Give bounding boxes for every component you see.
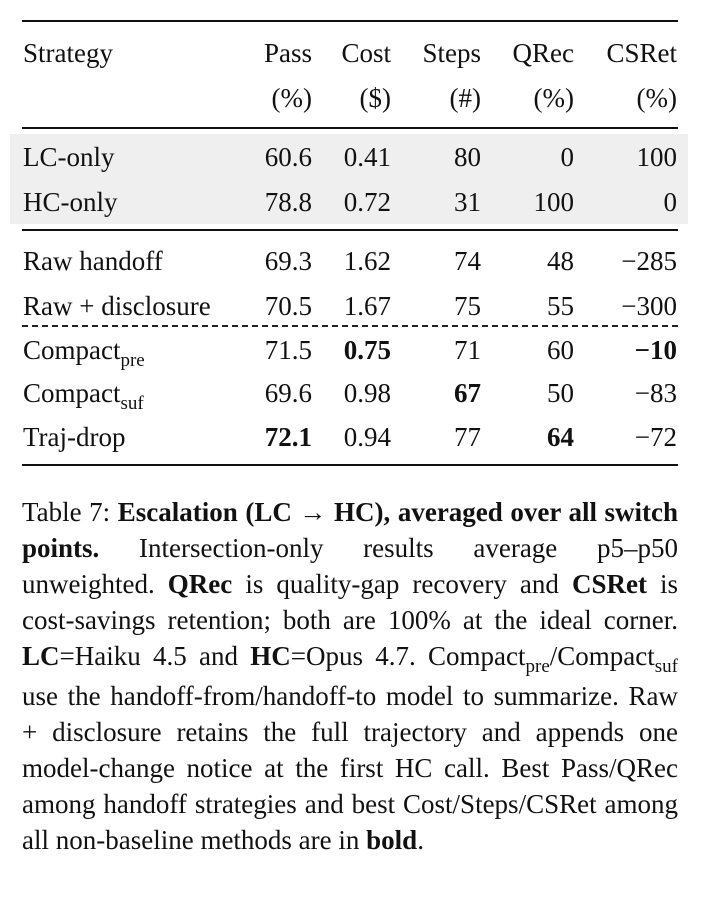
- caption-sentence-3: use the handoff-from/handoff-to model to summarize. Raw + disclosure retains the full trajectory and appends one model-change notice at the first HC call. Best Pass/QRec among handoff strategies and best Cost/Steps/CSRet among all non-baseline methods are in: [22, 681, 678, 855]
- qrec-definition: is quality-gap recovery and: [245, 569, 559, 599]
- table-cell: 48: [547, 246, 574, 276]
- hc-term: HC: [250, 641, 291, 671]
- table-cell: 69.3: [264, 246, 312, 276]
- caption-period: .: [417, 825, 424, 855]
- table-cell: −10: [634, 335, 677, 365]
- table-cell: 0.75: [343, 335, 391, 365]
- table-cell: 100: [533, 187, 574, 217]
- row-strategy-name: [23, 140, 115, 174]
- header-col-3-unit: (#): [449, 83, 481, 113]
- table-cell: 64: [547, 422, 574, 452]
- table-cell: 71.5: [264, 335, 312, 365]
- table-cell: 77: [454, 422, 481, 452]
- caption-label: Table 7:: [22, 497, 111, 527]
- header-col-2-unit: ($): [359, 83, 391, 113]
- table-cell: 55: [547, 291, 574, 321]
- header-col-5-unit: (%): [636, 83, 677, 113]
- table-cell: −72: [634, 422, 677, 452]
- row-strategy-name: [23, 185, 118, 219]
- bold-word: bold: [366, 825, 418, 855]
- header-rule: [22, 127, 678, 129]
- table-cell: 78.8: [264, 187, 312, 217]
- table-cell: 72.1: [264, 422, 312, 452]
- table-bottom-rule: [22, 464, 678, 466]
- row-strategy-name: [23, 289, 211, 323]
- table-cell: 0: [560, 142, 574, 172]
- compact-suf-subscript: suf: [654, 656, 679, 677]
- table-cell: 80: [454, 142, 481, 172]
- table-cell: 1.67: [343, 291, 391, 321]
- table-cell: 70.5: [264, 291, 312, 321]
- table-cell: 60.6: [264, 142, 312, 172]
- header-col-1-line1: Pass: [263, 38, 312, 68]
- header-col-4-line1: QRec: [512, 38, 574, 68]
- table-top-rule: [22, 20, 678, 22]
- qrec-term: QRec: [167, 569, 233, 599]
- strategy-label: Raw + disclosure: [23, 291, 211, 321]
- strategy-label: LC-only: [23, 142, 115, 172]
- dashed-separator: [22, 325, 678, 327]
- table-cell: 31: [454, 187, 481, 217]
- strategy-label: Raw handoff: [23, 246, 163, 276]
- table-cell: 69.6: [264, 378, 312, 408]
- table-cell: −83: [634, 378, 677, 408]
- strategy-label: Compact: [23, 378, 121, 408]
- row-strategy-name: [23, 244, 163, 278]
- csret-term: CSRet: [571, 569, 647, 599]
- table-cell: 0.94: [343, 422, 391, 452]
- header-col-1-unit: (%): [271, 83, 312, 113]
- csret-definition: is cost-savings retention; both are 100% at the ideal corner.: [22, 569, 679, 635]
- row-strategy-name: [23, 420, 126, 454]
- table-cell: 75: [454, 291, 481, 321]
- caption-title: Escalation (LC → HC), averaged over all switch points.: [22, 497, 679, 563]
- caption-sentence-1: Intersection-only results average p5–p50 unweighted.: [22, 533, 679, 599]
- compact-suf-word: Compact: [557, 641, 655, 671]
- lc-definition: =Haiku 4.5 and: [59, 641, 238, 671]
- table-cell: 50: [547, 378, 574, 408]
- caption-slash: /: [549, 641, 558, 671]
- table-cell: 0.98: [343, 378, 391, 408]
- strategy-label: HC-only: [23, 187, 118, 217]
- header-col-4-unit: (%): [533, 83, 574, 113]
- table-cell: 74: [454, 246, 481, 276]
- table-cell: 100: [636, 142, 677, 172]
- row-strategy-name: [23, 376, 144, 414]
- strategy-subscript: pre: [120, 350, 145, 371]
- compact-pre-subscript: pre: [525, 656, 550, 677]
- table-caption: [22, 494, 678, 858]
- header-col-5-line1: CSRet: [606, 38, 677, 68]
- table-cell: 1.62: [343, 246, 391, 276]
- table-cell: 67: [454, 378, 481, 408]
- baseline-rule: [22, 229, 678, 231]
- lc-term: LC: [22, 641, 60, 671]
- header-col-2-line1: Cost: [341, 38, 391, 68]
- row-strategy-name: [23, 333, 145, 371]
- table-cell: 60: [547, 335, 574, 365]
- hc-definition: =Opus 4.7.: [290, 641, 416, 671]
- table-cell: −285: [621, 246, 677, 276]
- table-cell: 0.72: [343, 187, 391, 217]
- strategy-subscript: suf: [120, 393, 144, 414]
- table-cell: 0.41: [343, 142, 391, 172]
- strategy-label: Compact: [23, 335, 121, 365]
- header-col-3-line1: Steps: [422, 38, 481, 68]
- table-cell: 71: [454, 335, 481, 365]
- compact-pre-word: Compact: [428, 641, 526, 671]
- table-cell: −300: [621, 291, 677, 321]
- strategy-label: Traj-drop: [23, 422, 126, 452]
- header-col-0-line1: Strategy: [23, 38, 113, 68]
- table-cell: 0: [663, 187, 677, 217]
